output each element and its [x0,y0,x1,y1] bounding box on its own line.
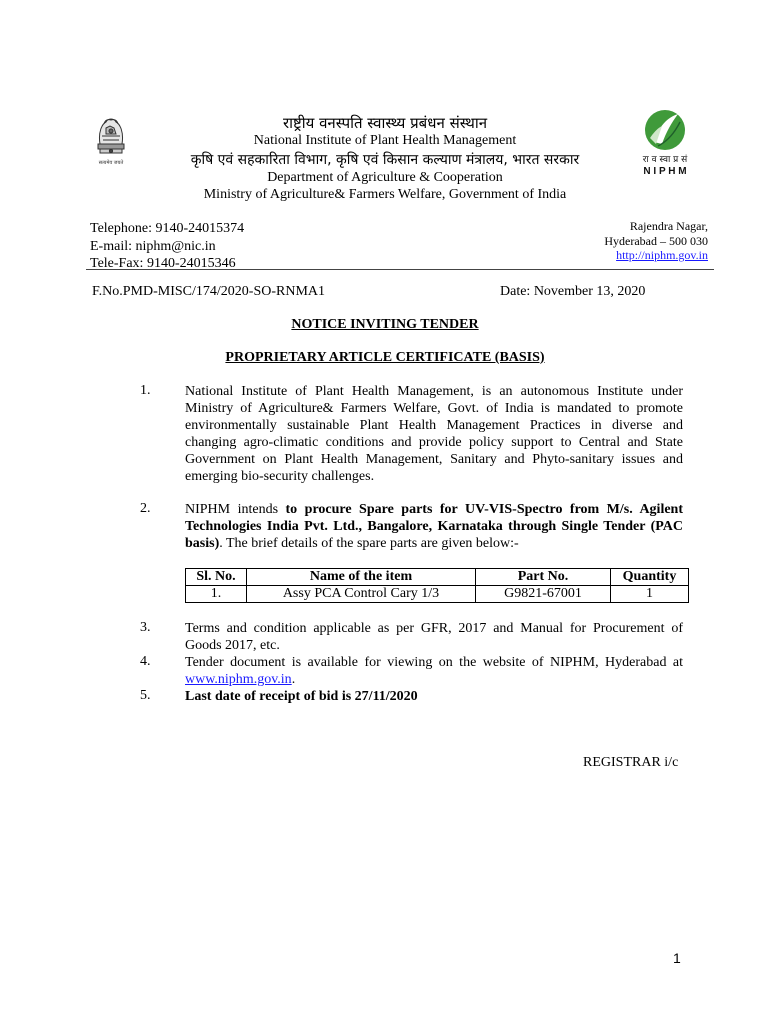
notice-heading: NOTICE INVITING TENDER [291,317,479,332]
file-number: F.No.PMD-MISC/174/2020-SO-RNMA1 [92,284,326,299]
item-1-text: National Institute of Plant Health Management, is an autonomous Institute under Ministry of Agriculture& Farmers Welfare, Govt. of India is mandated to promote environmentally sustainable Plant Health Management Practices in diverse and changing agro-climatic conditions and provide policy support to Central and State Government on Plant Health Management, Sanitary and Phyto-sanitary issues and emerging bio-security challenges. [185,384,683,484]
header-sl-no: Sl. No. [186,569,247,586]
logo-hindi-text: रा व स्वा प्र सं [642,155,688,165]
cell-part-no: G9821-67001 [476,586,611,603]
hindi-department-line: कृषि एवं सहकारिता विभाग, कृषि एवं किसान कल्याण मंत्रालय, भारत सरकार [190,152,580,168]
item-4-number: 4. [140,654,151,669]
item-1-number: 1. [140,383,151,398]
item-4-text [185,654,683,688]
institute-name: National Institute of Plant Health Management [253,133,517,148]
item-2-text [185,501,683,552]
email: E-mail: niphm@nic.in [90,238,216,254]
item-2-bold: to procure Spare parts for UV-VIS-Spectro from M/s. Agilent Technologies India Pvt. Ltd., Bangalore, Karnataka through Single Tender (PAC basis) [185,502,683,551]
department-line: Department of Agriculture & Cooperation [267,170,503,185]
logo-niphm-text: N I P H M [643,166,687,177]
notice-date: Date: November 13, 2020 [500,284,646,299]
ministry-line: Ministry of Agriculture& Farmers Welfare, Government of India [203,187,567,202]
item-3-number: 3. [140,620,151,635]
cell-sl-no: 1. [186,586,247,603]
table-row [186,586,689,603]
cell-quantity: 1 [611,586,689,603]
item-5-number: 5. [140,688,151,703]
item-2-suffix: . The brief details of the spare parts are given below:- [219,536,519,551]
website-link[interactable]: http://niphm.gov.in [616,248,708,262]
address-line-2: Hyderabad – 500 030 [604,233,708,248]
item-5-text: Last date of receipt of bid is 27/11/2020 [185,689,418,704]
address-block [604,219,708,263]
item-4-suffix: . [291,672,296,687]
header-divider [86,269,714,270]
emblem-caption: सत्यमेव जयते [98,160,124,166]
header-quantity: Quantity [611,569,689,586]
subject-heading: PROPRIETARY ARTICLE CERTIFICATE (BASIS) [225,350,545,365]
spare-parts-table [185,568,689,603]
telephone: Telephone: 9140-24015374 [90,221,245,236]
header-item-name: Name of the item [247,569,476,586]
page-number: 1 [673,950,681,966]
registrar-signature: REGISTRAR i/c [583,755,679,770]
address-line-1: Rajendra Nagar, [629,219,708,233]
hindi-institute-title: राष्ट्रीय वनस्पति स्वास्थ्य प्रबंधन संस्थान [282,114,488,132]
header-part-no: Part No. [476,569,611,586]
niphm-website-link[interactable]: www.niphm.gov.in [185,672,292,687]
item-2-prefix: NIPHM intends [185,502,286,517]
table-header-row [186,569,689,586]
item-3-text: Terms and condition applicable as per GFR, 2017 and Manual for Procurement of Goods 2017, etc. [185,621,683,653]
cell-item-name: Assy PCA Control Cary 1/3 [247,586,476,603]
contact-block [90,220,244,273]
item-2-number: 2. [140,501,151,516]
item-4-prefix: Tender document is available for viewing on the website of NIPHM, Hyderabad at [185,655,683,670]
telefax: Tele-Fax: 9140-24015346 [90,256,236,271]
